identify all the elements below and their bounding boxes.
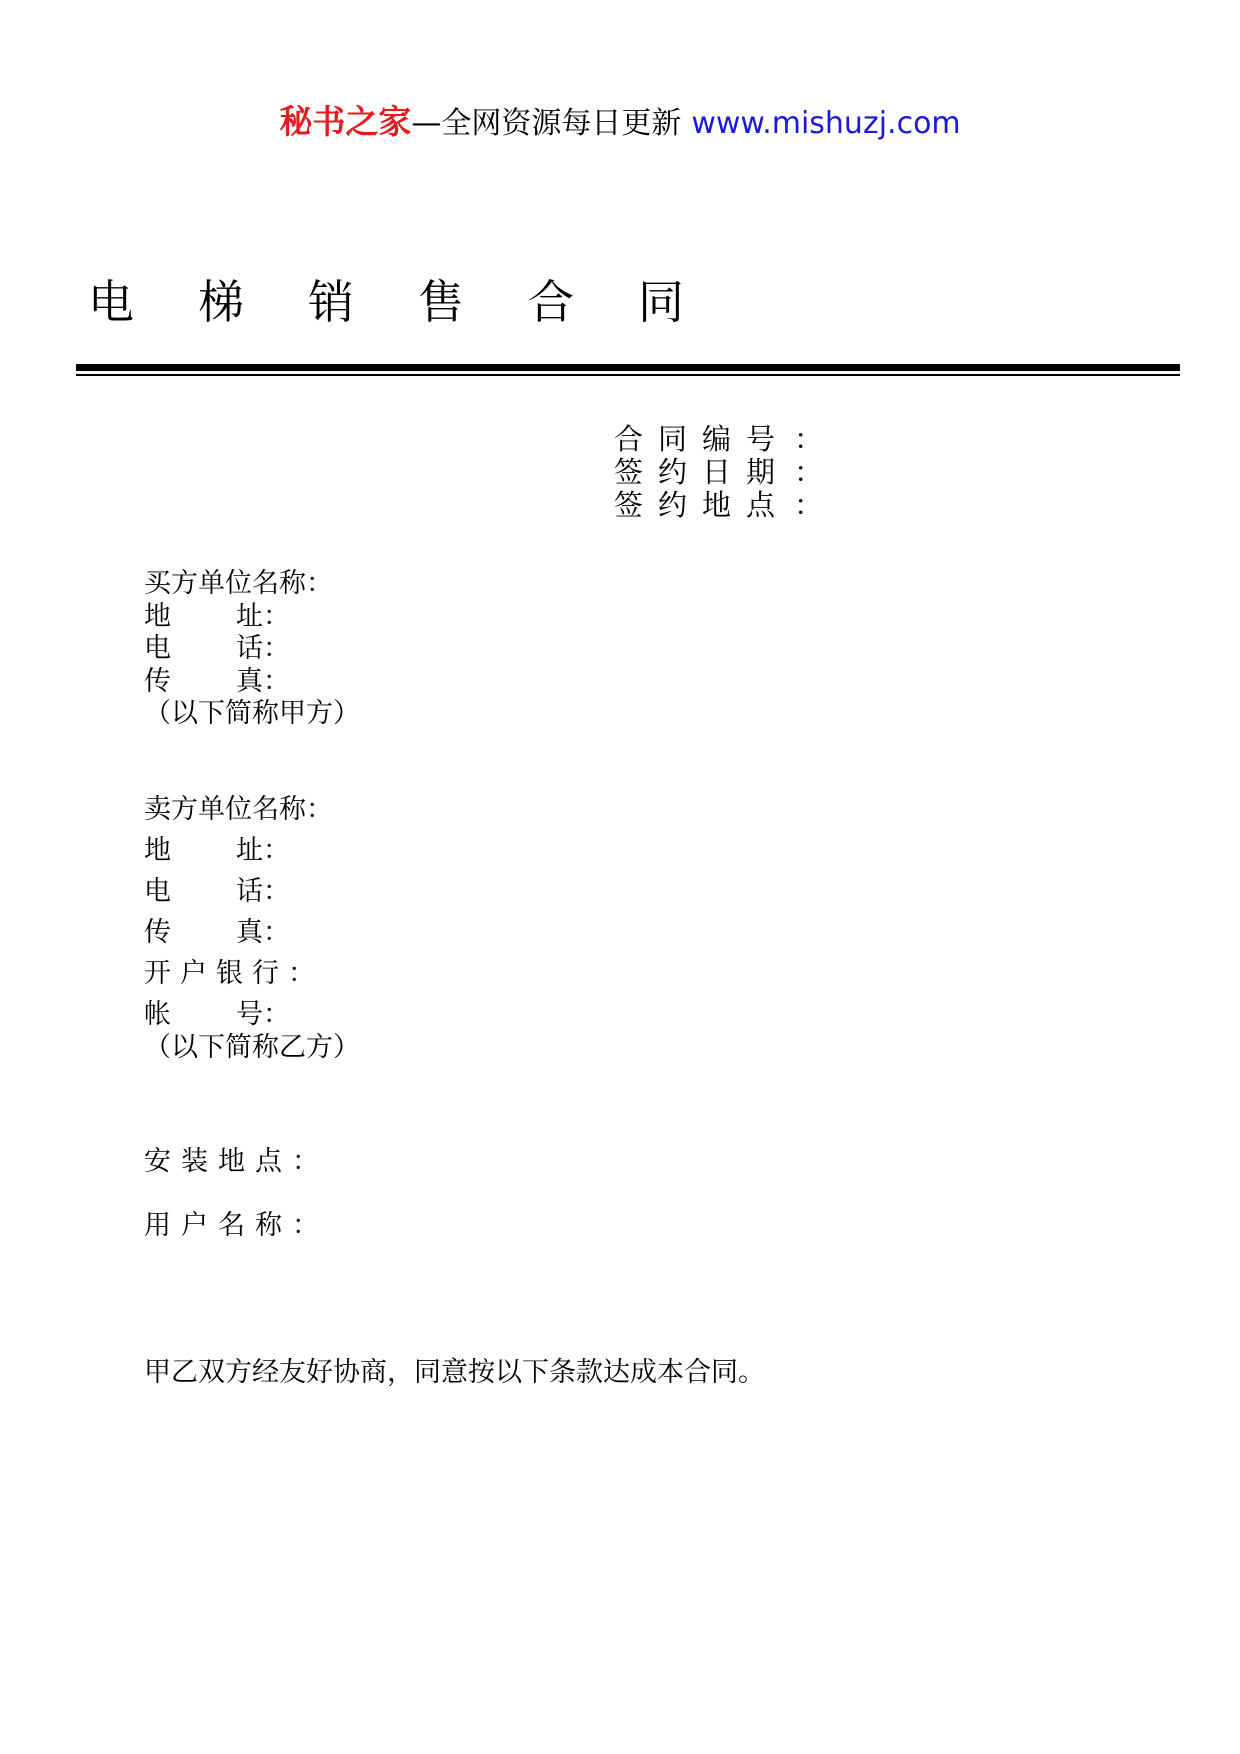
seller-fax-row: [144, 917, 360, 958]
site-header: [0, 100, 1240, 146]
seller-bank-row: [144, 958, 360, 999]
seller-account-label-b: 号：: [236, 999, 290, 1030]
buyer-address-label-a: 地: [144, 600, 171, 632]
installation-info: [144, 1130, 329, 1258]
signing-place-label: 签约地点: [614, 488, 791, 522]
buyer-fax-row: [144, 666, 360, 699]
seller-phone-label-a: 电: [144, 876, 171, 907]
agreement-statement: 甲乙双方经友好协商，同意按以下条款达成本合同。: [144, 1357, 765, 1388]
seller-address-label-b: 址：: [236, 835, 290, 866]
contract-number-label: 合同编号: [614, 422, 791, 456]
buyer-name-label: 买方单位名称：: [144, 568, 333, 599]
signing-place-line: [614, 489, 823, 522]
contract-number-colon: ：: [794, 422, 824, 456]
seller-account-row: [144, 999, 360, 1032]
seller-phone-label-b: 话：: [236, 876, 290, 907]
brand-name: 秘书之家: [279, 102, 412, 141]
buyer-address-label-b: 址：: [236, 600, 290, 632]
install-site-label: 安装地点：: [144, 1146, 329, 1177]
header-tagline: —全网资源每日更新: [411, 106, 682, 141]
seller-alias-note: （以下简称乙方）: [144, 1032, 360, 1063]
seller-bank-label: 开户银行：: [144, 958, 324, 989]
seller-name-label: 卖方单位名称：: [144, 794, 333, 825]
seller-address-label-a: 地: [144, 835, 171, 866]
contract-meta: [614, 423, 823, 522]
buyer-info: [144, 568, 360, 731]
document-title: 电梯销售合同: [88, 275, 748, 329]
buyer-fax-label-b: 真：: [236, 665, 290, 697]
buyer-phone-label-a: 电: [144, 633, 171, 664]
signing-date-label: 签约日期: [614, 455, 791, 489]
buyer-fax-label-a: 传: [144, 665, 171, 697]
title-divider-thick: [76, 364, 1180, 371]
site-url-link[interactable]: www.mishuzj.com: [691, 106, 961, 141]
buyer-phone-label-b: 话：: [236, 633, 290, 664]
seller-fax-label-a: 传: [144, 917, 171, 948]
signing-date-colon: ：: [794, 455, 824, 489]
title-divider-thin: [76, 374, 1180, 376]
seller-fax-label-b: 真：: [236, 917, 290, 948]
signing-place-colon: ：: [794, 488, 824, 522]
seller-info: [144, 794, 360, 1073]
user-name-label: 用户名称：: [144, 1210, 329, 1241]
seller-phone-row: [144, 876, 360, 917]
seller-address-row: [144, 835, 360, 876]
buyer-address-row: [144, 601, 360, 634]
signing-date-line: [614, 456, 823, 489]
seller-account-label-a: 帐: [144, 999, 171, 1030]
buyer-alias-note: （以下简称甲方）: [144, 698, 360, 729]
contract-number-line: [614, 423, 823, 456]
buyer-phone-row: [144, 633, 360, 666]
